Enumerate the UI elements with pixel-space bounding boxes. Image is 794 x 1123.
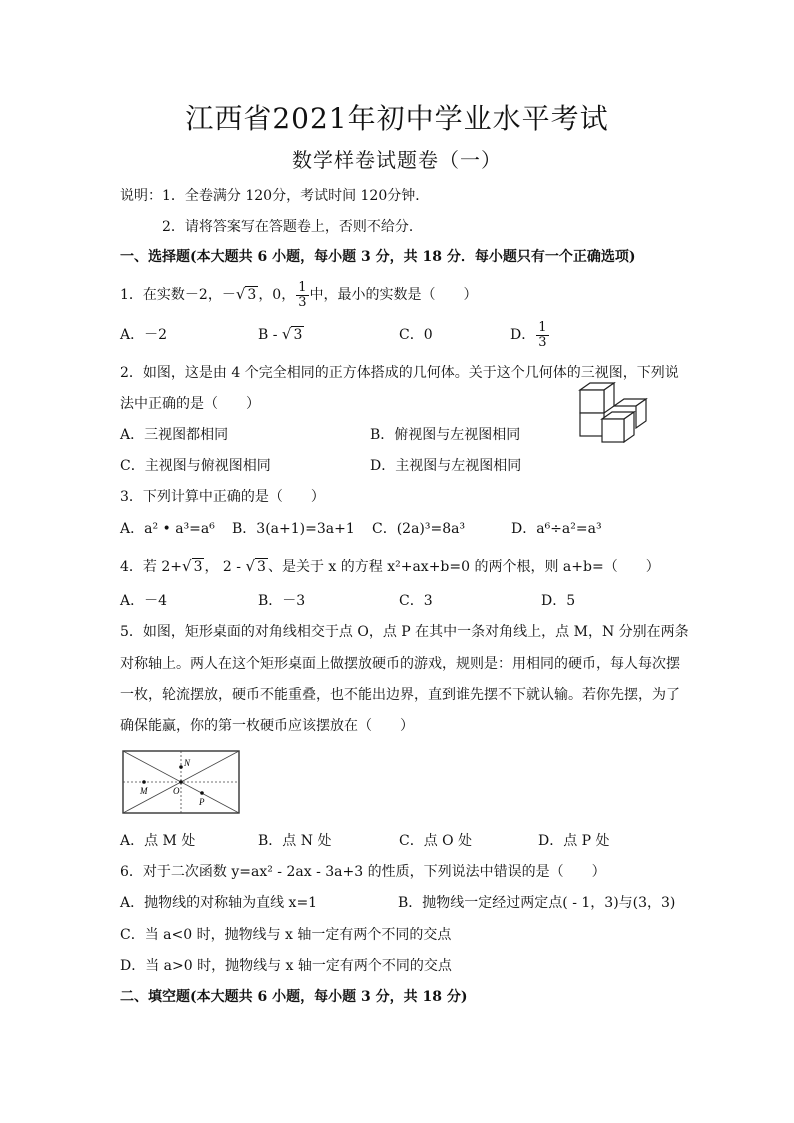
- question-4-stem: [120, 554, 660, 579]
- q3-option-d[interactable]: D．a⁶÷a²=a³: [511, 521, 602, 537]
- q1-opt-b-radicand: 3: [293, 327, 303, 343]
- question-2-line-2: 法中正确的是（ ）: [120, 396, 260, 412]
- q5-option-a[interactable]: A．点 M 处: [120, 833, 196, 849]
- q1-radicand: 3: [247, 287, 257, 303]
- q1-fraction: [296, 281, 308, 310]
- page-title: 江西省2021年初中学业水平考试: [185, 102, 609, 135]
- question-2-line-1: 2．如图，这是由 4 个完全相同的正方体搭成的几何体。关于这个几何体的三视图，下列说: [120, 365, 679, 381]
- cube-solid-figure: [576, 380, 650, 448]
- q1-text-c: 中，最小的实数是（ ）: [309, 287, 478, 303]
- q1-opt-d-den: 3: [538, 334, 547, 350]
- question-1-stem: [120, 280, 478, 310]
- q1-opt-b-prefix: B -: [258, 327, 282, 343]
- q1-text-b: ，0，: [258, 287, 296, 303]
- q4-text-c: 、是关于 x 的方程 x²+ax+b=0 的两个根，则 a+b=（ ）: [267, 559, 660, 575]
- instructions-prefix: 说明：: [120, 188, 162, 204]
- q1-option-b[interactable]: [258, 322, 304, 347]
- q4-text-b: ， 2 -: [204, 559, 246, 575]
- point-o: [179, 780, 183, 784]
- q1-text-a: 1．在实数－2，: [120, 287, 222, 303]
- q2-option-c[interactable]: C．主视图与俯视图相同: [120, 458, 271, 474]
- q2-option-a[interactable]: A．三视图都相同: [120, 427, 229, 443]
- q1-opt-d-prefix: D．: [510, 327, 536, 343]
- section-heading-fill-in: 二、填空题(本大题共 6 小题，每小题 3 分，共 18 分): [120, 989, 468, 1005]
- question-3-stem: 3．下列计算中正确的是（ ）: [120, 489, 325, 505]
- q1-frac-den: 3: [298, 294, 307, 310]
- point-p: [200, 791, 204, 795]
- sqrt-symbol: √ 3: [281, 325, 303, 343]
- q1-frac-num: 1: [298, 279, 307, 295]
- q4-option-d[interactable]: D．5: [541, 593, 576, 609]
- label-m: M: [140, 786, 148, 796]
- q4-option-c[interactable]: C．3: [399, 593, 433, 609]
- instructions-item-2: 2．请将答案写在答题卷上，否则不给分．: [162, 219, 423, 235]
- question-5-line-2: 对称轴上。两人在这个矩形桌面上做摆放硬币的游戏，规则是：用相同的硬币，每人每次摆: [120, 656, 680, 672]
- q1-neg-sign: －: [221, 287, 236, 303]
- q6-option-c[interactable]: C．当 a<0 时，抛物线与 x 轴一定有两个不同的交点: [120, 927, 452, 943]
- q1-option-d[interactable]: [510, 318, 550, 352]
- point-m: [142, 780, 146, 784]
- label-n: N: [184, 758, 191, 768]
- q2-option-b[interactable]: B．俯视图与左视图相同: [370, 427, 521, 443]
- q1-option-a[interactable]: A．－2: [120, 327, 168, 343]
- q4-option-b[interactable]: B．－3: [258, 593, 306, 609]
- page-subtitle: 数学样卷试题卷（一）: [292, 148, 502, 172]
- q4-text-a: 4．若 2+: [120, 559, 182, 575]
- q1-opt-d-fraction: [536, 321, 548, 350]
- sqrt-symbol: √ 3: [235, 285, 257, 303]
- instructions-item-1: 1．全卷满分 120分，考试时间 120分钟．: [162, 188, 430, 204]
- question-5-line-4: 确保能赢，你的第一枚硬币应该摆放在（ ）: [120, 718, 414, 734]
- sqrt-symbol: √ 3: [182, 557, 203, 575]
- q5-option-d[interactable]: D．点 P 处: [538, 833, 610, 849]
- label-o: O: [173, 786, 180, 796]
- q4-radicand-2: 3: [257, 559, 266, 575]
- q6-option-a[interactable]: A．抛物线的对称轴为直线 x=1: [120, 895, 318, 911]
- q6-option-d[interactable]: D．当 a>0 时，抛物线与 x 轴一定有两个不同的交点: [120, 958, 452, 974]
- q3-option-a[interactable]: A．a² • a³=a⁶: [120, 521, 215, 537]
- q3-option-b[interactable]: B．3(a+1)=3a+1: [232, 521, 355, 537]
- q6-option-b[interactable]: B．抛物线一定经过两定点( - 1，3)与(3，3): [398, 895, 676, 911]
- question-5-line-3: 一枚，轮流摆放，硬币不能重叠，也不能出边界，直到谁先摆不下就认输。若你先摆，为了: [120, 687, 680, 703]
- q2-option-d[interactable]: D．主视图与左视图相同: [370, 458, 522, 474]
- q5-option-b[interactable]: B．点 N 处: [258, 833, 332, 849]
- instructions-line-1: [120, 187, 429, 205]
- point-n: [179, 765, 183, 769]
- section-heading-choice: 一、选择题(本大题共 6 小题，每小题 3 分，共 18 分．每小题只有一个正确选项): [120, 249, 636, 265]
- q3-option-c[interactable]: C．(2a)³=8a³: [372, 521, 466, 537]
- q1-opt-d-num: 1: [538, 319, 547, 335]
- label-p: P: [199, 797, 205, 807]
- rectangle-table-figure: [122, 750, 240, 814]
- question-6-stem: 6．对于二次函数 y=ax² - 2ax - 3a+3 的性质，下列说法中错误的是（ ）: [120, 864, 606, 880]
- q4-option-a[interactable]: A．－4: [120, 593, 168, 609]
- sqrt-symbol: √ 3: [245, 557, 266, 575]
- q4-radicand-1: 3: [193, 559, 203, 575]
- q1-option-c[interactable]: C．0: [399, 327, 433, 343]
- q5-option-c[interactable]: C．点 O 处: [399, 833, 473, 849]
- question-5-line-1: 5．如图，矩形桌面的对角线相交于点 O，点 P 在其中一条对角线上，点 M，N 分别在两条: [120, 624, 689, 640]
